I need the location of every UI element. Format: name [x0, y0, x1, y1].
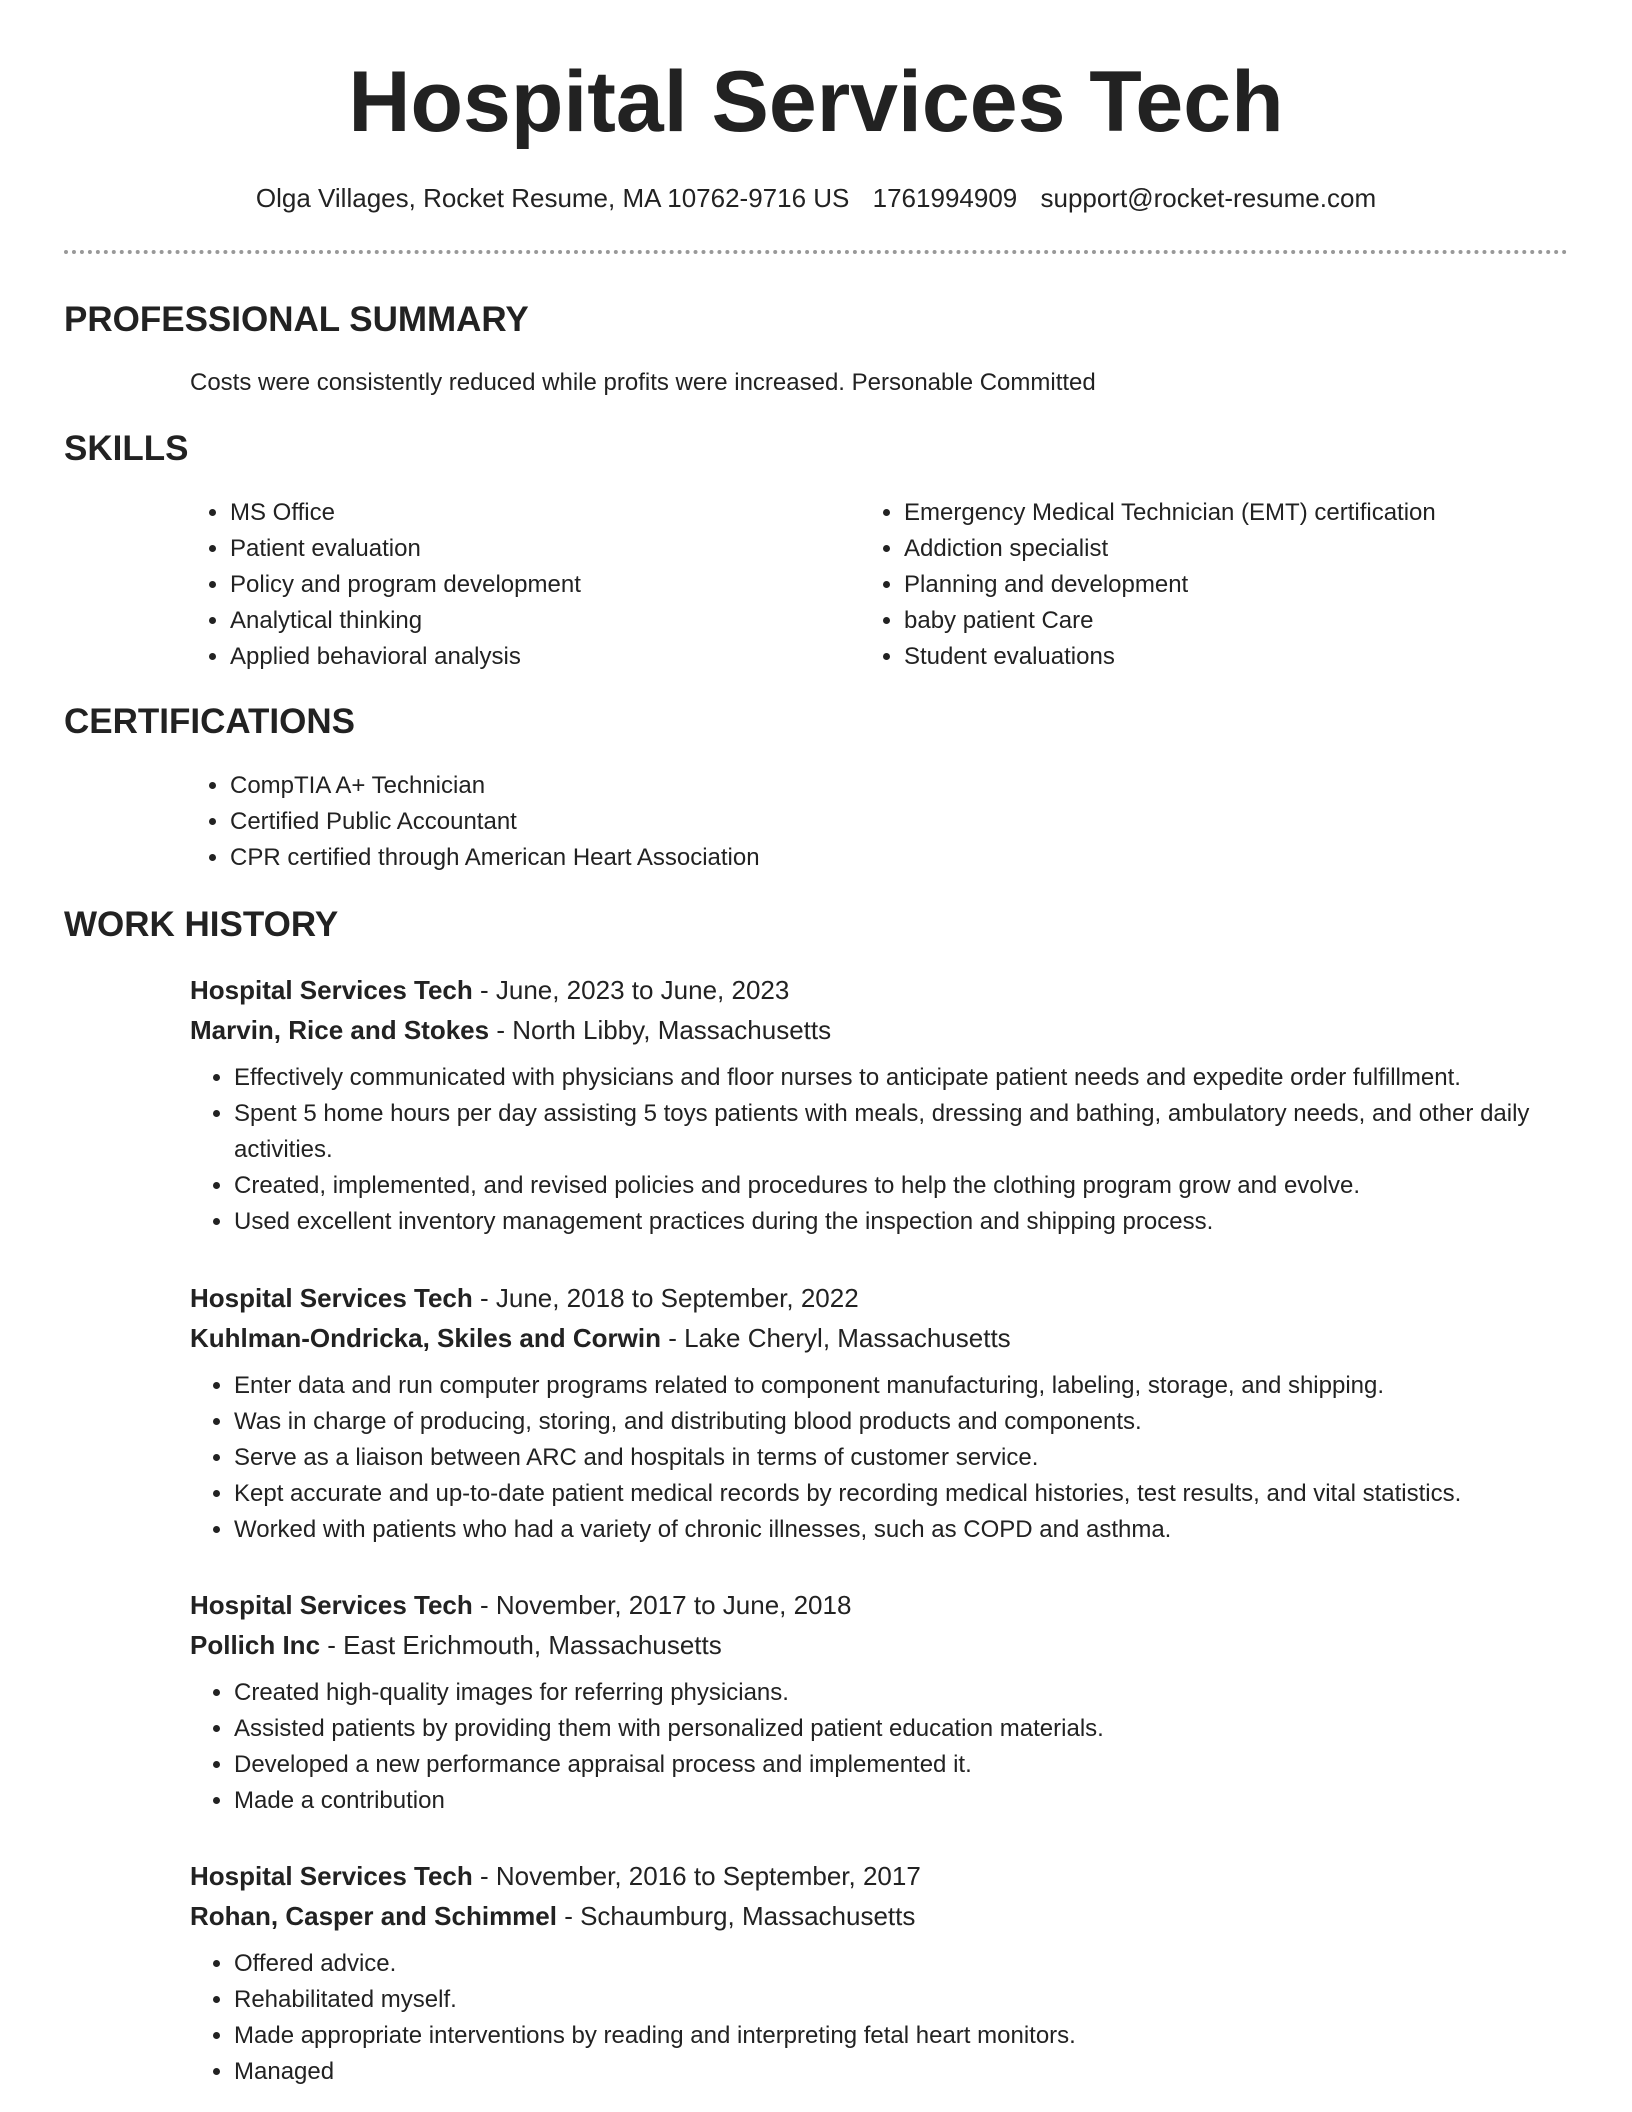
- skill-item: • Applied behavioral analysis: [230, 639, 850, 675]
- skill-item: • Emergency Medical Technician (EMT) certification: [904, 495, 1604, 531]
- job-company: Kuhlman-Ondricka, Skiles and Corwin: [190, 1323, 661, 1353]
- job-entry: [190, 970, 1570, 1240]
- skill-item: • Student evaluations: [904, 639, 1604, 675]
- job-company: Marvin, Rice and Stokes: [190, 1015, 490, 1045]
- job-title-line: [190, 1856, 1570, 1896]
- skills-list-left: [186, 495, 850, 675]
- job-title: Hospital Services Tech: [190, 1283, 473, 1313]
- job-bullet: • Made appropriate interventions by reading and interpreting fetal heart monitors.: [234, 2018, 1570, 2054]
- skill-item: • Policy and program development: [230, 567, 850, 603]
- work-history-heading: WORK HISTORY: [64, 905, 339, 944]
- job-title-line: [190, 1585, 1570, 1625]
- skill-item: • Patient evaluation: [230, 531, 850, 567]
- job-bullet: • Used excellent inventory management practices during the inspection and shipping process.: [234, 1204, 1570, 1240]
- skill-item: • baby patient Care: [904, 603, 1604, 639]
- job-company: Rohan, Casper and Schimmel: [190, 1901, 557, 1931]
- job-title: Hospital Services Tech: [190, 1590, 473, 1620]
- skill-item: • Addiction specialist: [904, 531, 1604, 567]
- summary-text: Costs were consistently reduced while profits were increased. Personable Committed: [190, 369, 1096, 396]
- job-company: Pollich Inc: [190, 1630, 321, 1660]
- job-bullet: • Assisted patients by providing them with personalized patient education materials.: [234, 1711, 1570, 1747]
- job-bullet: • Developed a new performance appraisal process and implemented it.: [234, 1747, 1570, 1783]
- job-bullets: [190, 1060, 1570, 1240]
- resume-title: Hospital Services Tech: [348, 54, 1284, 150]
- job-company-line: [190, 1625, 1570, 1665]
- header-divider: [64, 250, 1568, 254]
- job-bullet: • Effectively communicated with physicians and floor nurses to anticipate patient needs and expedite order fulfillment.: [234, 1060, 1570, 1096]
- job-dates: - June, 2018 to September, 2022: [472, 1283, 859, 1313]
- job-location: - Lake Cheryl, Massachusetts: [660, 1323, 1011, 1353]
- job-company-line: [190, 1318, 1570, 1358]
- job-entry: [190, 1278, 1570, 1548]
- contact-address: Olga Villages, Rocket Resume, MA 10762-9716 US: [255, 183, 850, 213]
- job-title: Hospital Services Tech: [190, 1861, 473, 1891]
- job-entry: [190, 1585, 1570, 1819]
- summary-heading: PROFESSIONAL SUMMARY: [64, 300, 529, 339]
- job-bullets: [190, 1946, 1570, 2090]
- certifications-heading: CERTIFICATIONS: [64, 702, 356, 741]
- job-bullets: [190, 1675, 1570, 1819]
- job-dates: - June, 2023 to June, 2023: [472, 975, 790, 1005]
- certification-item: • Certified Public Accountant: [230, 804, 1530, 840]
- skill-item: • Planning and development: [904, 567, 1604, 603]
- job-bullet: • Created, implemented, and revised policies and procedures to help the clothing program grow and evolve.: [234, 1168, 1570, 1204]
- job-bullet: • Enter data and run computer programs related to component manufacturing, labeling, storage, and shipping.: [234, 1368, 1570, 1404]
- job-title-line: [190, 970, 1570, 1010]
- job-location: - North Libby, Massachusetts: [489, 1015, 832, 1045]
- certification-item: • CPR certified through American Heart Association: [230, 840, 1530, 876]
- skills-heading: SKILLS: [64, 429, 189, 468]
- contact-email: support@rocket-resume.com: [1040, 183, 1377, 213]
- job-entry: [190, 1856, 1570, 2090]
- job-dates: - November, 2016 to September, 2017: [472, 1861, 921, 1891]
- job-title-line: [190, 1278, 1570, 1318]
- certifications-list: [186, 768, 1530, 876]
- job-bullet: • Serve as a liaison between ARC and hospitals in terms of customer service.: [234, 1440, 1570, 1476]
- job-company-line: [190, 1010, 1570, 1050]
- skill-item: • MS Office: [230, 495, 850, 531]
- job-bullet: • Worked with patients who had a variety of chronic illnesses, such as COPD and asthma.: [234, 1512, 1570, 1548]
- job-bullets: [190, 1368, 1570, 1548]
- job-company-line: [190, 1896, 1570, 1936]
- job-bullet: • Spent 5 home hours per day assisting 5 toys patients with meals, dressing and bathing, ambulatory needs, and other daily activities.: [234, 1096, 1570, 1168]
- contact-phone: 1761994909: [872, 183, 1018, 213]
- job-bullet: • Created high-quality images for referring physicians.: [234, 1675, 1570, 1711]
- job-bullet: • Kept accurate and up-to-date patient medical records by recording medical histories, test results, and vital statistics.: [234, 1476, 1570, 1512]
- job-bullet: • Made a contribution: [234, 1783, 1570, 1819]
- job-bullet: • Offered advice.: [234, 1946, 1570, 1982]
- job-location: - Schaumburg, Massachusetts: [556, 1901, 916, 1931]
- job-bullet: • Managed: [234, 2054, 1570, 2090]
- skill-item: • Analytical thinking: [230, 603, 850, 639]
- job-dates: - November, 2017 to June, 2018: [472, 1590, 852, 1620]
- skills-list-right: [860, 495, 1604, 675]
- certification-item: • CompTIA A+ Technician: [230, 768, 1530, 804]
- job-title: Hospital Services Tech: [190, 975, 473, 1005]
- contact-line: [0, 180, 1632, 216]
- job-bullet: • Was in charge of producing, storing, and distributing blood products and components.: [234, 1404, 1570, 1440]
- job-bullet: • Rehabilitated myself.: [234, 1982, 1570, 2018]
- job-location: - East Erichmouth, Massachusetts: [320, 1630, 722, 1660]
